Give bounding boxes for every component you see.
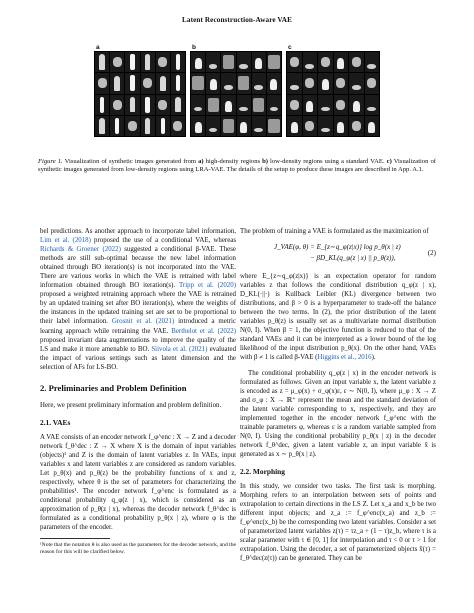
footnote-divider (40, 538, 110, 539)
running-header: Latent Reconstruction-Aware VAE (182, 16, 292, 24)
image-grid-a (94, 51, 186, 137)
image-grid-c (286, 51, 380, 137)
paragraph-encoder: The conditional probability q_φ(z | x) in the encoder network is formulated as follows. Given an input variable x, the latent variable z is encoded as z = μ_φ(x) + σ_φ(x)ε, ε ∼ N(0, I), where μ_φ : X → Z and σ_φ : X → ℝ⁺ represent the mean and the standard deviation of the latent variable corresponding to x, respectively, and they are implemented together in the encoder network f_φ^enc with the trainable parameters φ, whereas ε is a random variable sampled from N(0, I). Using the conditional probability p_θ(x | z) in the decoder network f_θ^dec, given a latent variable z, an input variable x̂ is generated as x ∼ p_θ(x | z). (240, 369, 436, 458)
citation-link[interactable]: Tripp et al. (2020) (178, 282, 236, 290)
citation-link[interactable]: Grosnit et al. (2021) (111, 318, 175, 326)
panel-label-a: a (96, 44, 100, 51)
footnote: ¹Note that the notation θ is also used as the parameters for the decoder network, and the reason for this will be clarified below. (40, 542, 236, 556)
paragraph-expectation: where E_{z∼q_φ(z|x)} is an expectation operator for random variables z that follows the conditional distribution q_φ(z | x), D_KL(·||·) is Kullback Leibler (KL) divergence between two distributions, and β > 0 is a hyperparameter to trade-off the balance between the two terms. In (2), the prior distribution of the latent variables p_θ(z) is usually set as a multivariate normal distribution N(0, I). When β = 1, the objective function is reduced to that of the standard VAEs and it can be interpreted as a lower bound of the log likelihood of the input distribution p_θ(x). On the other hand, VAEs with β ≠ 1 is called β-VAE (Higgins et al., 2016). (240, 273, 436, 362)
equation-line: − βD_KL(q_φ(z | x) || p_θ(z)), (310, 254, 396, 263)
section-intro: Here, we present preliminary information and problem definition. (40, 401, 222, 409)
left-column (40, 227, 236, 556)
caption-marker-a: a) (198, 158, 204, 165)
subsection-heading: 2.1. VAEs (40, 417, 71, 427)
panel-label-c: c (288, 44, 292, 51)
citation-link[interactable]: Higgins et al., 2016 (317, 354, 372, 362)
panel-label-b: b (192, 44, 196, 51)
right-column (240, 227, 436, 569)
caption-label: Figure 1. (38, 158, 63, 165)
paragraph-morphing: In this study, we consider two tasks. The first task is morphing. Morphing refers to an interpolation between sets of points and extrapolation to certain directions in the LS Z. Let x_a and x_b be two different input objects; and z_a := f_φ^enc(x_a) and z_b := f_φ^enc(x_b) be the corresponding two latent variables. Consider a set of parameterized latent variables z(τ) = τz_a + (1 − τ)z_b, where τ is a scalar parameter with τ ∈ [0, 1] for interpolation and τ < 0 or τ > 1 for extrapolation. Using the decoder, a set of parameterized objects x̂(τ) = f_θ^dec(z(τ)) can be generated. They can be (240, 483, 436, 563)
caption-text: high-density regions (203, 158, 263, 165)
citation-link[interactable]: Richards & Groener (2022) (40, 246, 121, 254)
paragraph-vae: A VAE consists of an encoder network f_φ^enc : X → Z and a decoder network f_θ^dec : Z → X where X is the domain of input variables (objects)¹ and Z is the domain of latent variables z. In VAEs, input variables x and latent variables z are considered as random variables. Let p_θ(x) and p_θ(z) be the probability functions of x and z, respectively, where θ is the set of parameters for characterizing the probabilities¹. The encoder network f_φ^enc is formulated as a conditional probability q_φ(z | x), which is considered as an approximation of p_θ(z | x), whereas the decoder network f_θ^dec is formulated as a conditional probability p_θ(x | z), where φ is the parameters of the encoder. (40, 433, 236, 532)
citation-link[interactable]: Siivola et al. (2021) (151, 345, 208, 353)
paragraph-objective: The problem of training a VAE is formulated as the maximization of (240, 228, 429, 235)
equation-line: J_VAE(φ, θ) = E_{z∼q_φ(z|x)} log p_θ(x | z) (274, 243, 401, 252)
caption-text: Visualization of synthetic images generated from (62, 158, 199, 165)
citation-link[interactable]: Lim et al. (2018) (40, 237, 91, 245)
section-heading: 2. Preliminaries and Problem Definition (40, 382, 187, 393)
paragraph-related-work: bel predictions. As another approach to incorporate label information, Lim et al. (2018) proposed the use of a conditional VAE, whereas Richards & Groener (2022) suggested a conditional β-VAE. These methods are still sub-optimal because the new label information obtained through BO iteration(s) is not incorporated into the VAE. There are various works in which the VAE is retrained with label information obtained through BO iteration(s). Tripp et al. (2020) proposed a weighted retraining approach where the VAE is retrained by an updated training set after BO iteration(s), where the weights of the instances in the updated training set are set to be proportional to their label information. Grosnit et al. (2021) introduced a metric learning approach while retraining the VAE. Berthelot et al. (2022) proposed invariant data augmentations to improve the quality of the LS and make it more amenable to BO. Siivola et al. (2021) evaluated the impact of various settings such as latent dimension and the selection of AFs for LS-BO. (40, 228, 237, 371)
equation-2 (240, 242, 436, 264)
figure-1 (94, 44, 380, 138)
caption-marker-b: b) (262, 158, 268, 165)
citation-link[interactable]: Berthelot et al. (2022) (171, 327, 236, 335)
caption-marker-c: c) (386, 158, 392, 165)
caption-text: low-density regions using a standard VAE. (267, 158, 387, 165)
figure-caption (38, 158, 436, 175)
caption-text: Visualization of synthetic images generated from low-density regions using LRA-VAE. The details of the setup to produce these images are described in App. A.1. (38, 158, 436, 174)
subsection-heading: 2.2. Morphing (240, 466, 285, 476)
equation-number: (2) (427, 248, 436, 257)
image-grid-b (190, 51, 282, 137)
